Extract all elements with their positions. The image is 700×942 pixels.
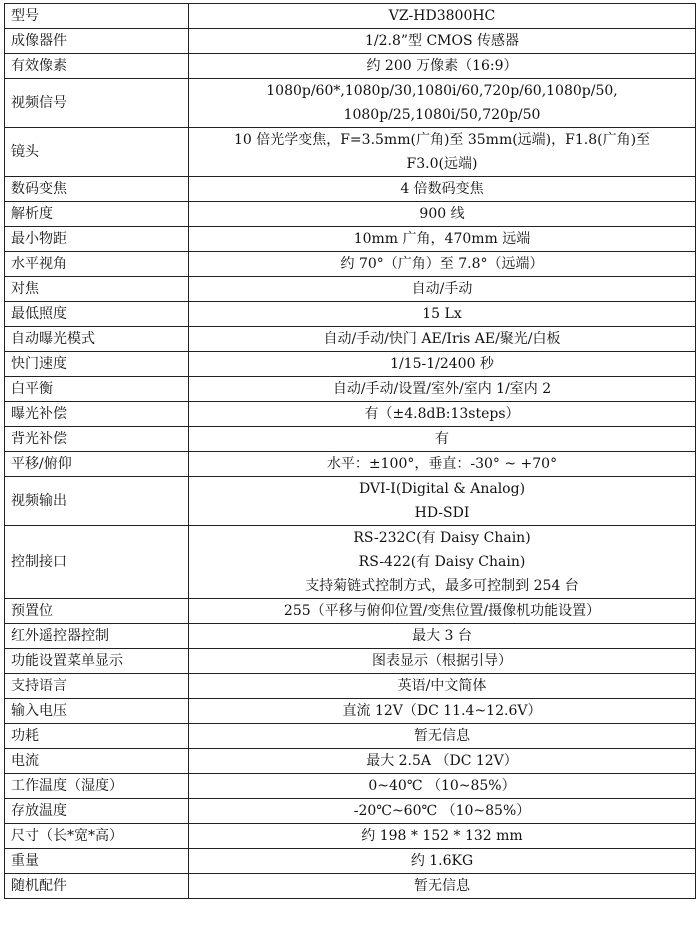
spec-value-line: 255（平移与俯仰位置/变焦位置/摄像机功能设置）	[283, 603, 601, 619]
spec-row	[5, 327, 696, 352]
spec-row	[5, 4, 696, 29]
spec-row	[5, 649, 696, 674]
spec-value	[189, 849, 696, 874]
spec-row	[5, 54, 696, 79]
spec-label: 存放温度	[5, 799, 189, 824]
spec-value-line: RS-422(有 Daisy Chain)	[358, 554, 526, 570]
spec-row	[5, 824, 696, 849]
spec-label: 背光补偿	[5, 427, 189, 452]
spec-row	[5, 774, 696, 799]
spec-value-line: 自动/手动/快门 AE/Iris AE/聚光/白板	[323, 331, 561, 347]
spec-value-line: 900 线	[419, 206, 465, 222]
spec-row	[5, 624, 696, 649]
spec-value	[189, 599, 696, 624]
spec-label: 预置位	[5, 599, 189, 624]
spec-value-line: 图表显示（根据引导）	[372, 653, 512, 669]
spec-row	[5, 227, 696, 252]
spec-label: 尺寸（长*宽*高）	[5, 824, 189, 849]
spec-label: 镜头	[5, 128, 189, 177]
spec-row	[5, 526, 696, 599]
spec-label: 对焦	[5, 277, 189, 302]
spec-label: 曝光补偿	[5, 402, 189, 427]
spec-row	[5, 302, 696, 327]
spec-row	[5, 202, 696, 227]
spec-row	[5, 79, 696, 128]
spec-table	[4, 3, 696, 899]
spec-value	[189, 352, 696, 377]
spec-value	[189, 327, 696, 352]
spec-label: 控制接口	[5, 526, 189, 599]
spec-row	[5, 277, 696, 302]
spec-label: 视频信号	[5, 79, 189, 128]
spec-value-line: 有（±4.8dB:13steps）	[364, 406, 520, 422]
spec-row	[5, 849, 696, 874]
spec-value-line: RS-232C(有 Daisy Chain)	[353, 530, 531, 546]
spec-row	[5, 177, 696, 202]
spec-label: 随机配件	[5, 874, 189, 899]
spec-value-line: 10 倍光学变焦，F=3.5mm(广角)至 35mm(远端)，F1.8(广角)至	[233, 132, 651, 148]
spec-value-line: 约 1.6KG	[410, 853, 474, 869]
spec-value-line: 有	[435, 431, 449, 447]
spec-label: 输入电压	[5, 699, 189, 724]
spec-label: 数码变焦	[5, 177, 189, 202]
spec-label: 水平视角	[5, 252, 189, 277]
spec-value-line: 15 Lx	[422, 306, 462, 322]
spec-row	[5, 599, 696, 624]
spec-value	[189, 252, 696, 277]
spec-label: 支持语言	[5, 674, 189, 699]
spec-value	[189, 128, 696, 177]
spec-value-line: 约 198 * 152 * 132 mm	[361, 828, 523, 844]
spec-value	[189, 452, 696, 477]
spec-value-line: 自动/手动	[411, 281, 473, 297]
spec-value	[189, 402, 696, 427]
spec-label: 自动曝光模式	[5, 327, 189, 352]
spec-value-line: 最大 3 台	[412, 628, 472, 644]
spec-label: 功能设置菜单显示	[5, 649, 189, 674]
spec-label: 型号	[5, 4, 189, 29]
spec-value	[189, 202, 696, 227]
spec-value-line: 约 70°（广角）至 7.8°（远端）	[340, 256, 544, 272]
spec-value	[189, 799, 696, 824]
spec-row	[5, 427, 696, 452]
spec-value-line: 1080p/60*,1080p/30,1080i/60,720p/60,1080p/50,	[266, 83, 618, 99]
spec-row	[5, 799, 696, 824]
spec-value	[189, 699, 696, 724]
spec-row	[5, 749, 696, 774]
spec-value-line: HD-SDI	[414, 505, 470, 521]
spec-value	[189, 227, 696, 252]
spec-row	[5, 452, 696, 477]
spec-value	[189, 302, 696, 327]
spec-value	[189, 774, 696, 799]
spec-value-line: VZ-HD3800HC	[388, 8, 496, 24]
spec-label: 最小物距	[5, 227, 189, 252]
spec-value-line: 水平：±100°，垂直：-30° ~ +70°	[326, 456, 558, 472]
spec-value-line: 直流 12V（DC 11.4~12.6V）	[342, 703, 542, 719]
spec-label: 功耗	[5, 724, 189, 749]
spec-label: 解析度	[5, 202, 189, 227]
spec-value-line: 最大 2.5A （DC 12V）	[366, 753, 518, 769]
spec-row	[5, 724, 696, 749]
spec-row	[5, 29, 696, 54]
spec-sheet	[4, 3, 696, 899]
spec-value	[189, 79, 696, 128]
spec-value	[189, 674, 696, 699]
spec-value-line: 暂无信息	[414, 878, 470, 894]
spec-value	[189, 277, 696, 302]
spec-value	[189, 649, 696, 674]
spec-row	[5, 252, 696, 277]
spec-value-line: 1080p/25,1080i/50,720p/50	[343, 107, 541, 123]
spec-label: 红外遥控器控制	[5, 624, 189, 649]
spec-value-line: 0~40℃ （10~85%）	[368, 778, 516, 794]
spec-value	[189, 29, 696, 54]
spec-label: 工作温度（湿度）	[5, 774, 189, 799]
spec-label: 视频输出	[5, 477, 189, 526]
spec-value	[189, 4, 696, 29]
spec-value	[189, 526, 696, 599]
spec-row	[5, 352, 696, 377]
spec-label: 快门速度	[5, 352, 189, 377]
spec-label: 有效像素	[5, 54, 189, 79]
spec-value-line: 1/2.8”型 CMOS 传感器	[364, 33, 520, 49]
spec-value-line: F3.0(远端)	[406, 156, 478, 172]
spec-value	[189, 377, 696, 402]
spec-value-line: 英语/中文简体	[397, 678, 487, 694]
spec-value-line: 支持菊链式控制方式，最多可控制到 254 台	[305, 578, 579, 594]
spec-row	[5, 128, 696, 177]
spec-value	[189, 427, 696, 452]
spec-row	[5, 477, 696, 526]
spec-label: 白平衡	[5, 377, 189, 402]
spec-label: 平移/俯仰	[5, 452, 189, 477]
spec-value-line: 4 倍数码变焦	[400, 181, 484, 197]
spec-value	[189, 824, 696, 849]
spec-value	[189, 749, 696, 774]
spec-value-line: 1/15-1/2400 秒	[390, 356, 494, 372]
spec-value-line: 自动/手动/设置/室外/室内 1/室内 2	[332, 381, 552, 397]
spec-value-line: 10mm 广角，470mm 远端	[353, 231, 531, 247]
spec-value	[189, 54, 696, 79]
spec-row	[5, 402, 696, 427]
spec-label: 电流	[5, 749, 189, 774]
spec-value-line: 约 200 万像素（16:9）	[366, 58, 518, 74]
spec-row	[5, 674, 696, 699]
spec-value	[189, 477, 696, 526]
spec-value	[189, 724, 696, 749]
spec-value-line: 暂无信息	[414, 728, 470, 744]
spec-value	[189, 874, 696, 899]
spec-label: 最低照度	[5, 302, 189, 327]
spec-value	[189, 624, 696, 649]
spec-value-line: -20℃~60℃ （10~85%）	[353, 803, 531, 819]
spec-row	[5, 874, 696, 899]
spec-row	[5, 699, 696, 724]
spec-value-line: DVI-I(Digital & Analog)	[358, 481, 526, 497]
spec-label: 成像器件	[5, 29, 189, 54]
spec-table-body	[5, 4, 696, 899]
spec-value	[189, 177, 696, 202]
spec-label: 重量	[5, 849, 189, 874]
spec-row	[5, 377, 696, 402]
